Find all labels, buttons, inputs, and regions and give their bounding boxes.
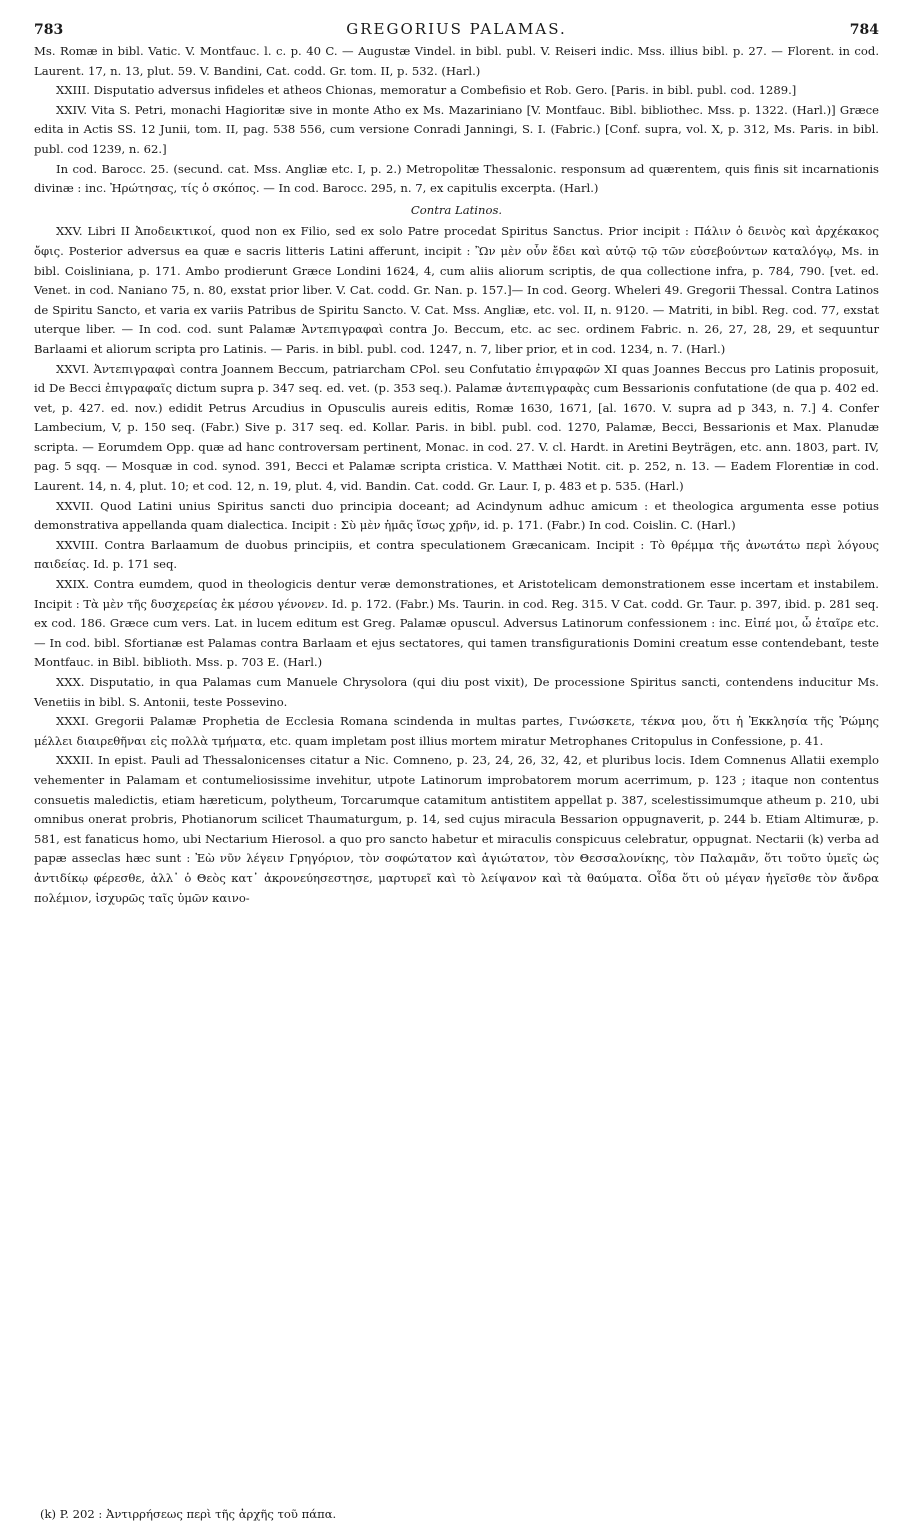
- running-title: GREGORIUS PALAMAS.: [346, 20, 567, 38]
- paragraph: XXX. Disputatio, in qua Palamas cum Manuele Chrysolora (qui diu post vixit), De processione Spiritus sancti, contendens inducitur Ms. Venetiis in bibl. S. Antonii, teste Possevino.: [34, 675, 879, 709]
- page-number-right: 784: [849, 22, 879, 38]
- paragraph: XXVI. Ἀντεπιγραφαὶ contra Joannem Beccum, patriarcham CPol. seu Confutatio ἐπιγραφῶν XI quas Joannes Beccus pro Latinis proposuit, id De Becci ἐπιγραφαῖς dictum supra p. 347 seq. ed. vet. (p. 353 seq.). Palamæ ἀντεπιγραφὰς cum Bessarionis confutatione (de qua p. 402 ed. vet, p. 427. ed. nov.) edidit Petrus Arcudius in Opusculis aureis editis, Romæ 1630, 1671, [al. 1670. V. supra ad p 343, n. 7.] 4. Confer Lambecium, V, p. 150 seq. (Fabr.) Sive p. 317 seq. ed. Kollar. Paris. in bibl. publ. cod. 1270, Palamæ, Becci, Bessarionis et Max. Planudæ scripta. — Eorumdem Opp. quæ ad hanc controversam pertinent, Monac. in cod. 27. V. cl. Hardt. in Aretini Beyträgen, etc. ann. 1803, part. IV, pag. 5 sqq. — Mosquæ in cod. synod. 391, Becci et Palamæ scripta cristica. V. Matthæi Notit. cit. p. 252, n. 13. — Eadem Florentiæ in cod. Laurent. 14, n. 4, plut. 10; et cod. 12, n. 19, plut. 4, vid. Bandin. Cat. codd. Gr. Laur. I, p. 483 et p. 535. (Harl.): [34, 361, 879, 494]
- paragraph: In cod. Barocc. 25. (secund. cat. Mss. Angliæ etc. I, p. 2.) Metropolitæ Thessalonic. responsum ad quærentem, quis finis sit incarnationis divinæ : inc. Ἠρώτησας, τίς ὁ σκόπος. — In cod. Barocc. 295, n. 7, ex capitulis excerpta. (Harl.): [34, 161, 879, 196]
- paragraph: XXIV. Vita S. Petri, monachi Hagioritæ sive in monte Atho ex Ms. Mazariniano [V. Montfauc. Bibl. bibliothec. Mss. p. 1322. (Harl.)] Græce edita in Actis SS. 12 Junii, tom. II, pag. 538 556, cum versione Conradi Janningi, S. I. (Fabric.) [Conf. supra, vol. X, p. 312, Ms. Paris. in bibl. publ. cod 1239, n. 62.]: [34, 102, 879, 156]
- footnote: (k) P. 202 : Ἀντιρρήσεως περὶ τῆς ἀρχῆς τοῦ πάπα.: [40, 1507, 337, 1521]
- paragraph: XXXII. In epist. Pauli ad Thessalonicenses citatur a Nic. Comneno, p. 23, 24, 26, 32, 42, et pluribus locis. Idem Comnenus Allatii exemplo vehementer in Palamam et contumeliosissime invehitur, utpote Latinorum improbatorem morum acerrimum, p. 123 ; itaque non contentus consuetis maledictis, etiam hæreticum, polytheum, Torcarumque catamitum antistitem appellat p. 387, scelestissimumque atheum p. 210, ubi omnibus onerat probris, Photianorum scilicet Thaumaturgum, p. 14, sed cujus miracula Bessarion oppugnaverit, p. 244 b. Etiam Altimuræ, p. 581, est fanaticus homo, ubi Nectarium Hierosol. a quo pro sancto habetur et miraculis conspicuus celebratur, oppugnat. Nectarii (k) verba ad papæ asseclas hæc sunt : Ἐὼ νῦν λέγειν Γρηγόριον, τὸν σοφώτατον καὶ ἁγιώτατον, τὸν Θεσσαλονίκης, τὸν Παλαμᾶν, ὅτι τοῦτο ὑμεῖς ὡς ἀντιδίκῳ φέρεσθε, ἀλλ᾽ ὁ Θεὸς κατ᾽ ἀκρονεύησεστησε, μαρτυρεῖ καὶ τὸ λείψανον καὶ τὰ θαύματα. Οἶδα ὅτι οὐ μέγαν ἡγεῖσθε τὸν ἄνδρα πολέμιον, ἰσχυρῶς ταῖς ὑμῶν καινο-: [34, 753, 879, 905]
- body-text: [34, 42, 879, 908]
- paragraph: XXIX. Contra eumdem, quod in theologicis dentur veræ demonstrationes, et Aristotelicam demonstrationem esse incertam et instabilem. Incipit : Τὰ μὲν τῆς δυσχερείας ἐκ μέσου γένονεν. Id. p. 172. (Fabr.) Ms. Taurin. in cod. Reg. 315. V Cat. codd. Gr. Taur. p. 397, ibid. p. 281 seq. ex cod. 186. Græce cum vers. Lat. in lucem editum est Greg. Palamæ opuscul. Adversus Latinorum confessionem : inc. Εἰπέ μοι, ὦ ἑταῖρε etc. — In cod. bibl. Sfortianæ est Palamas contra Barlaam et ejus sectatores, qui tamen transfigurationis Domini creatum esse contendebant, teste Montfauc. in Bibl. biblioth. Mss. p. 703 E. (Harl.): [34, 577, 879, 670]
- paragraph: Ms. Romæ in bibl. Vatic. V. Montfauc. l. c. p. 40 C. — Augustæ Vindel. in bibl. publ. V. Reiseri indic. Mss. illius bibl. p. 27. — Florent. in cod. Laurent. 17, n. 13, plut. 59. V. Bandini, Cat. codd. Gr. tom. II, p. 532. (Harl.): [34, 44, 879, 78]
- paragraph: XXV. Libri II Ἀποδεικτικοί, quod non ex Filio, sed ex solo Patre procedat Spiritus Sanctus. Prior incipit : Πάλιν ὁ δεινὸς καὶ ἀρχέκακος ὄφις. Posterior adversus ea quæ e sacris litteris Latini afferunt, incipit : Ὢν μὲν οὖν ἔδει καὶ αὐτῷ τῷ τῶν εὐσεβούντων καταλόγῳ, Ms. in bibl. Coisliniana, p. 171. Ambo prodierunt Græce Londini 1624, 4, cum aliis aliorum scriptis, de qua collectione infra, p. 784, 790. [vet. ed. Venet. in cod. Naniano 75, n. 80, exstat prior liber. V. Cat. codd. Gr. Nan. p. 157.]— In cod. Georg. Wheleri 49. Gregorii Thessal. Contra Latinos de Spiritu Sancto, et varia ex variis Patribus de Spiritu Sancto. V. Cat. Mss. Angliæ, etc. vol. II, n. 9120. — Matriti, in bibl. Reg. cod. 77, exstat uterque liber. — In cod. cod. sunt Palamæ Ἀντεπιγραφαὶ contra Jo. Beccum, etc. ac sec. ordinem Fabric. n. 26, 27, 28, 29, et sequuntur Barlaami et aliorum scripta pro Latinis. — Paris. in bibl. publ. cod. 1247, n. 7, liber prior, et in cod. 1234, n. 7. (Harl.): [34, 224, 879, 356]
- running-header: [34, 20, 879, 42]
- paragraph: XXXI. Gregorii Palamæ Prophetia de Ecclesia Romana scindenda in multas partes, Γινώσκετε, τέκνα μου, ὅτι ἡ Ἐκκλησία τῆς Ῥώμης μέλλει διαιρεθῆναι εἰς πολλὰ τμήματα, etc. quam impletam post illius mortem miratur Metrophanes Critopulus in Confessione, p. 41.: [34, 714, 879, 748]
- page-number-left: 783: [34, 22, 64, 38]
- section-heading: Contra Latinos.: [410, 202, 503, 217]
- paragraph: XXVII. Quod Latini unius Spiritus sancti duo principia doceant; ad Acindynum adhuc amicum : et theologica argumenta esse potius demonstrativa appellanda quam dialectica. Incipit : Σὺ μὲν ἡμᾶς ἴσως χρῆν, id. p. 171. (Fabr.) In cod. Coislin. C. (Harl.): [34, 498, 879, 533]
- paragraph: XXIII. Disputatio adversus infideles et atheos Chionas, memoratur a Combefisio et Rob. Gero. [Paris. in bibl. publ. cod. 1289.]: [56, 83, 797, 98]
- paragraph: XXVIII. Contra Barlaamum de duobus principiis, et contra speculationem Græcanicam. Incipit : Τὸ θρέμμα τῆς ἀνωτάτω περὶ λόγους παιδείας. Id. p. 171 seq.: [34, 537, 879, 572]
- page: [34, 20, 879, 908]
